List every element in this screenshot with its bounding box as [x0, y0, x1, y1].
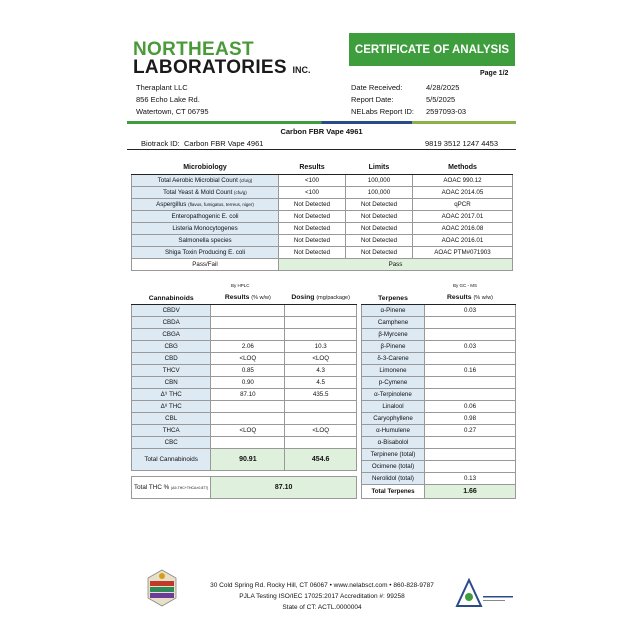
result-cell	[211, 413, 285, 425]
biotrack-name: Carbon FBR Vape 4961	[183, 139, 264, 148]
cannabinoids-table	[131, 292, 357, 499]
result-cell: Not Detected	[279, 210, 346, 222]
total-thc-row	[132, 477, 357, 499]
row-label	[132, 234, 279, 246]
row-label: Caryophyllene	[362, 413, 425, 425]
logo-word: LABORATORIES	[133, 57, 287, 78]
dosing-cell	[285, 305, 357, 317]
table-row	[132, 437, 357, 449]
total-terpenes-row	[362, 485, 516, 499]
table-row	[362, 305, 516, 317]
row-label: Total Terpenes	[362, 485, 425, 499]
column-header: Terpenes	[362, 292, 425, 305]
table-row	[132, 246, 513, 258]
table-row	[132, 317, 357, 329]
header-dosing: Dosing	[291, 294, 315, 301]
result-cell: 0.98	[425, 413, 516, 425]
result-cell: <LOQ	[211, 353, 285, 365]
method-cell: qPCR	[412, 198, 512, 210]
footer-info	[197, 580, 447, 613]
table-row	[132, 365, 357, 377]
limit-cell: Not Detected	[345, 222, 412, 234]
table-row	[362, 413, 516, 425]
table-row	[132, 222, 513, 234]
row-label: Camphene	[362, 317, 425, 329]
result-cell: 0.03	[425, 341, 516, 353]
result-cell	[425, 353, 516, 365]
biotrack-line	[141, 139, 263, 148]
organism-note: (flavus, fumigatus, terreus, niger)	[188, 201, 254, 207]
result-cell	[425, 377, 516, 389]
dosing-cell: 4.3	[285, 365, 357, 377]
organism-note: (cfu/g)	[234, 189, 247, 195]
table-row	[362, 353, 516, 365]
table-row	[132, 377, 357, 389]
row-label	[132, 210, 279, 222]
method-cell: AOAC 2017.01	[412, 210, 512, 222]
header-divider	[127, 121, 516, 124]
meta-label: Report Date:	[351, 95, 394, 104]
row-label	[132, 477, 211, 499]
biotrack-label: Biotrack ID:	[141, 139, 180, 148]
dosing-cell	[285, 401, 357, 413]
organism-name: Shiga Toxin Producing E. coli	[164, 248, 246, 256]
table-row	[362, 449, 516, 461]
table-row	[362, 365, 516, 377]
result-cell	[211, 401, 285, 413]
logo-line-1: NORTHEAST	[133, 39, 254, 60]
table-row	[362, 473, 516, 485]
table-row	[362, 317, 516, 329]
dosing-cell: 10.3	[285, 341, 357, 353]
logo-suffix: INC.	[292, 65, 311, 75]
report-meta-labels	[351, 82, 414, 118]
row-label: Nerolidol (total)	[362, 473, 425, 485]
result-cell: Not Detected	[279, 234, 346, 246]
row-label: Pass/Fail	[132, 258, 279, 270]
result-cell	[425, 329, 516, 341]
row-label: Δ⁹ THC	[132, 389, 211, 401]
table-row	[132, 389, 357, 401]
dosing-cell	[285, 413, 357, 425]
limit-cell: Not Detected	[345, 210, 412, 222]
dosing-cell: 435.5	[285, 389, 357, 401]
row-label: α-Pinene	[362, 305, 425, 317]
method-note-hplc: By HPLC	[231, 283, 250, 288]
footer-accreditation: PJLA Testing ISO/IEC 17025:2017 Accreditation #: 99258	[239, 593, 405, 600]
result-cell	[425, 317, 516, 329]
dosing-cell: <LOQ	[285, 425, 357, 437]
row-label: CBN	[132, 377, 211, 389]
total-thc-label: Total THC %	[134, 483, 170, 491]
meta-value: 2597093-03	[426, 107, 467, 116]
pjla-logo-icon	[455, 578, 515, 612]
result-cell: Not Detected	[279, 246, 346, 258]
table-row	[132, 425, 357, 437]
method-cell: AOAC PTM#071903	[412, 246, 512, 258]
row-label	[132, 186, 279, 198]
footer-state: State of CT: ACTL.0000004	[282, 604, 362, 611]
certificate-title: CERTIFICATE OF ANALYSIS	[349, 33, 515, 66]
row-label: α-Bisabolol	[362, 437, 425, 449]
row-label: THCA	[132, 425, 211, 437]
result-cell	[425, 449, 516, 461]
method-cell: AOAC 990.12	[412, 174, 512, 186]
row-label: β-Pinene	[362, 341, 425, 353]
limit-cell: Not Detected	[345, 198, 412, 210]
method-cell: AOAC 2016.08	[412, 222, 512, 234]
row-label: β-Myrcene	[362, 329, 425, 341]
dosing-cell	[285, 329, 357, 341]
row-label: CBL	[132, 413, 211, 425]
row-label: δ-3-Carene	[362, 353, 425, 365]
table-row	[362, 341, 516, 353]
table-row	[132, 305, 357, 317]
dosing-cell: 4.5	[285, 377, 357, 389]
meta-value: 4/28/2025	[426, 83, 460, 92]
row-label: CBDV	[132, 305, 211, 317]
limit-cell: 100,000	[345, 186, 412, 198]
column-header: Limits	[345, 162, 412, 174]
table-row	[132, 413, 357, 425]
meta-label: Date Received:	[351, 83, 403, 92]
total-dosing: 454.6	[285, 449, 357, 471]
column-header: Microbiology	[132, 162, 279, 174]
row-label: α-Terpinolene	[362, 389, 425, 401]
row-label: THCV	[132, 365, 211, 377]
table-row	[132, 234, 513, 246]
pass-fail-value: Pass	[279, 258, 513, 270]
result-cell: 0.06	[425, 401, 516, 413]
biotrack-number: 9819 3512 1247 4453	[425, 139, 498, 148]
result-cell: 0.90	[211, 377, 285, 389]
logo-line-2	[133, 58, 310, 80]
table-row	[132, 353, 357, 365]
table-row	[132, 174, 513, 186]
table-row	[132, 329, 357, 341]
result-cell: 0.16	[425, 365, 516, 377]
header-results: Results	[446, 294, 472, 301]
limit-cell: Not Detected	[345, 246, 412, 258]
method-note-gcms: By GC - MS	[453, 283, 478, 288]
result-cell: <100	[279, 174, 346, 186]
result-cell: 0.03	[425, 305, 516, 317]
table-row	[362, 389, 516, 401]
result-cell: 0.27	[425, 425, 516, 437]
table-row	[362, 401, 516, 413]
table-row	[362, 461, 516, 473]
organism-name: Enteropathogenic E. coli	[171, 212, 239, 220]
row-label: Ocimene (total)	[362, 461, 425, 473]
limit-cell: 100,000	[345, 174, 412, 186]
dosing-cell: <LOQ	[285, 353, 357, 365]
row-label	[132, 246, 279, 258]
meta-label: NELabs Report ID:	[351, 107, 414, 116]
header-unit: (mg/package)	[316, 295, 350, 301]
column-header: Results	[279, 162, 346, 174]
result-cell	[425, 461, 516, 473]
footer-address: 30 Cold Spring Rd. Rocky Hill, CT 06067 • www.nelabsct.com • 860-828-9787	[210, 582, 434, 589]
terpenes-table	[361, 292, 516, 499]
table-row	[132, 210, 513, 222]
total-cannabinoids-row	[132, 449, 357, 471]
total-result: 90.91	[211, 449, 285, 471]
table-row	[362, 437, 516, 449]
row-label: Limonene	[362, 365, 425, 377]
client-street: 856 Echo Lake Rd.	[136, 95, 200, 104]
organism-name: Total Yeast & Mold Count	[163, 188, 233, 196]
row-label: CBDA	[132, 317, 211, 329]
result-cell: Not Detected	[279, 222, 346, 234]
sample-title: Carbon FBR Vape 4961	[280, 127, 363, 136]
row-label: α-Humulene	[362, 425, 425, 437]
row-label: Linalool	[362, 401, 425, 413]
organism-name: Total Aerobic Microbial Count	[157, 176, 238, 184]
row-label: CBGA	[132, 329, 211, 341]
row-label: Δ⁸ THC	[132, 401, 211, 413]
header-unit: (% w/w)	[473, 295, 493, 301]
table-row	[132, 198, 513, 210]
result-cell	[211, 305, 285, 317]
result-cell	[211, 329, 285, 341]
result-cell: 0.85	[211, 365, 285, 377]
result-cell	[425, 389, 516, 401]
table-row	[132, 401, 357, 413]
client-address	[136, 82, 209, 118]
table-row	[362, 425, 516, 437]
row-label: CBC	[132, 437, 211, 449]
header-results: Results	[224, 294, 250, 301]
table-row	[132, 186, 513, 198]
row-label: Terpinene (total)	[362, 449, 425, 461]
organism-name: Salmonella species	[178, 236, 232, 244]
header-unit: (% w/w)	[251, 295, 271, 301]
report-meta-values	[426, 82, 466, 118]
result-cell	[211, 317, 285, 329]
organism-name: Listeria Monocytogenes	[172, 224, 238, 232]
row-label: CBG	[132, 341, 211, 353]
method-cell: AOAC 2016.01	[412, 234, 512, 246]
row-label: p-Cymene	[362, 377, 425, 389]
result-cell: 2.06	[211, 341, 285, 353]
microbiology-table	[131, 162, 513, 271]
table-row	[132, 341, 357, 353]
dosing-cell	[285, 317, 357, 329]
total-value: 1.66	[425, 485, 516, 499]
result-cell	[425, 437, 516, 449]
dosing-cell	[285, 437, 357, 449]
column-header	[211, 292, 285, 305]
divider	[127, 149, 516, 150]
page-number: Page 1/2	[480, 70, 509, 77]
limit-cell: Not Detected	[345, 234, 412, 246]
row-label	[132, 174, 279, 186]
result-cell: 0.13	[425, 473, 516, 485]
method-cell: AOAC 2014.05	[412, 186, 512, 198]
organism-name: Aspergillus	[156, 200, 187, 208]
row-label	[132, 222, 279, 234]
result-cell: <100	[279, 186, 346, 198]
result-cell	[211, 437, 285, 449]
client-city: Watertown, CT 06795	[136, 107, 209, 116]
table-row	[362, 329, 516, 341]
pass-fail-row	[132, 258, 513, 270]
client-name: Theraplant LLC	[136, 83, 188, 92]
total-thc-note: (Δ9-THC+THCA×0.877)	[170, 485, 209, 490]
result-cell: Not Detected	[279, 198, 346, 210]
organism-note: (cfu/g)	[239, 177, 253, 183]
certification-badge-icon	[146, 569, 178, 607]
column-header	[425, 292, 516, 305]
total-thc-value: 87.10	[211, 477, 357, 499]
row-label: CBD	[132, 353, 211, 365]
row-label: Total Cannabinoids	[132, 449, 211, 471]
result-cell: <LOQ	[211, 425, 285, 437]
column-header	[285, 292, 357, 305]
result-cell: 87.10	[211, 389, 285, 401]
meta-value: 5/5/2025	[426, 95, 456, 104]
row-label	[132, 198, 279, 210]
table-row	[362, 377, 516, 389]
column-header: Methods	[412, 162, 512, 174]
column-header: Cannabinoids	[132, 292, 211, 305]
